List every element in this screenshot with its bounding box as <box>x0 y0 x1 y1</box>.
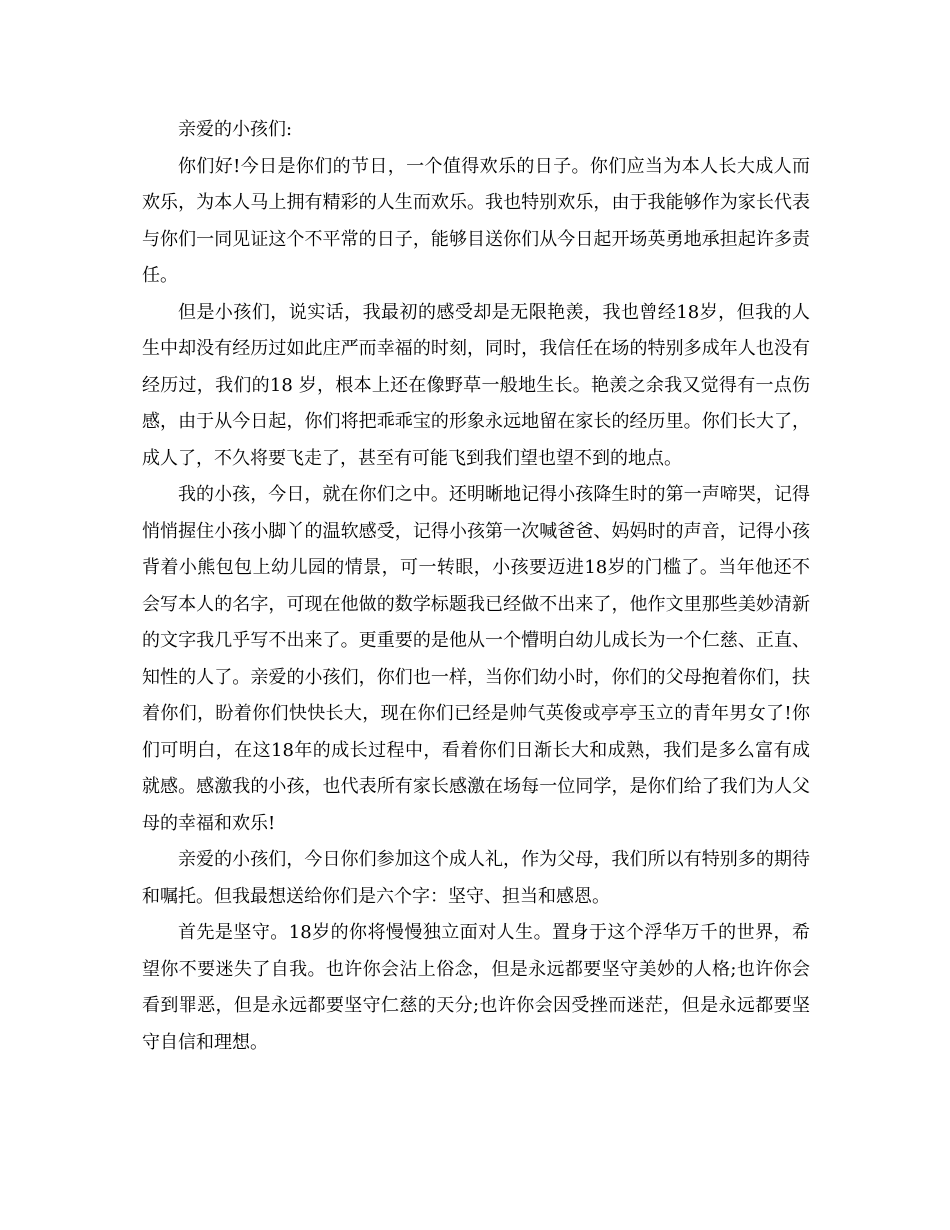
paragraph-my-child: 我的小孩，今日，就在你们之中。还明晰地记得小孩降生时的第一声啼哭，记得悄悄握住小孩小脚丫的温软感受，记得小孩第一次喊爸爸、妈妈时的声音，记得小孩背着小熊包包上幼儿园的情景，可一转眼，小孩要迈进18岁的门槛了。当年他还不会写本人的名字，可现在他做的数学标题我已经做不出来了，他作文里那些美妙清新的文字我几乎写不出来了。更重要的是他从一个懵明白幼儿成长为一个仁慈、正直、知性的人了。亲爱的小孩们，你们也一样，当你们幼小时，你们的父母抱着你们，扶着你们，盼着你们快快长大，现在你们已经是帅气英俊或亭亭玉立的青年男女了!你们可明白，在这18年的成长过程中，看着你们日渐长大和成熟，我们是多么富有成就感。感激我的小孩，也代表所有家长感激在场每一位同学，是你们给了我们为人父母的幸福和欢乐! <box>142 484 810 834</box>
paragraph-persistence: 首先是坚守。18岁的你将慢慢独立面对人生。置身于这个浮华万千的世界，希望你不要迷失了自我。也许你会沾上俗念，但是永远都要坚守美妙的人格;也许你会看到罪恶，但是永远都要坚守仁慈的天分;也许你会因受挫而迷茫，但是永远都要坚守自信和理想。 <box>142 922 810 1053</box>
paragraph-envy: 但是小孩们，说实话，我最初的感受却是无限艳羡，我也曾经18岁，但我的人生中却没有经历过如此庄严而幸福的时刻，同时，我信任在场的特别多成年人也没有经历过，我们的18 岁，根本上还在像野草一般地生长。艳羡之余我又觉得有一点伤感，由于从今日起，你们将把乖乖宝的形象永远地留在家长的经历里。你们长大了，成人了，不久将要飞走了，甚至有可能飞到我们望也望不到的地点。 <box>142 301 810 469</box>
document-body <box>142 112 810 1061</box>
salutation: 亲爱的小孩们: <box>178 119 293 140</box>
paragraph-greeting: 你们好!今日是你们的节日，一个值得欢乐的日子。你们应当为本人长大成人而欢乐，为本人马上拥有精彩的人生而欢乐。我也特别欢乐，由于我能够作为家长代表与你们一同见证这个不平常的日子，能够目送你们从今日起开场英勇地承担起许多责任。 <box>142 155 810 286</box>
paragraph-expectations: 亲爱的小孩们，今日你们参加这个成人礼，作为父母，我们所以有特别多的期待和嘱托。但我最想送给你们是六个字：坚守、担当和感恩。 <box>142 849 810 907</box>
